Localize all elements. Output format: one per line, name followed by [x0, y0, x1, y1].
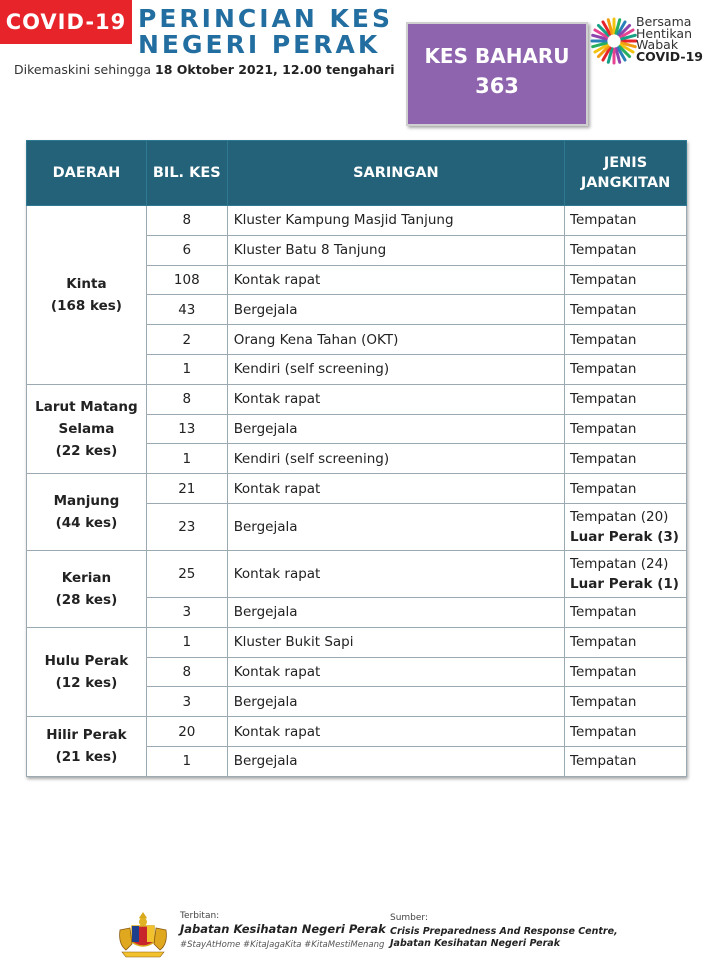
case-count-cell: 20: [146, 717, 227, 747]
infection-type-line: Tempatan: [570, 604, 637, 621]
screening-cell: Kontak rapat: [227, 384, 564, 414]
header-area: DAERAH: [27, 141, 147, 206]
source-label: Sumber:: [390, 913, 429, 923]
area-name-line: Larut Matang: [35, 398, 138, 415]
table-body: [27, 206, 687, 777]
case-count-cell: 1: [146, 444, 227, 474]
area-cell: [27, 474, 147, 551]
area-name-line: (21 kes): [55, 749, 118, 766]
screening-cell: Bergejala: [227, 414, 564, 444]
campaign-line: COVID-19: [636, 48, 703, 64]
case-count-cell: 3: [146, 687, 227, 717]
case-count-cell: 1: [146, 354, 227, 384]
header-infection-type-line-2: JANGKITAN: [580, 175, 671, 191]
area-name-line: Selama: [58, 420, 115, 437]
infection-type-cell: [565, 550, 687, 597]
area-name-line: (44 kes): [55, 515, 118, 532]
header-infection-type-line-1: JENIS: [603, 155, 648, 171]
case-count-cell: 6: [146, 235, 227, 265]
infection-type-line: Tempatan: [570, 271, 637, 288]
infection-type-cell: [565, 444, 687, 474]
header-count: BIL. KES: [146, 141, 227, 206]
header-infection-type: [565, 141, 687, 206]
infection-type-line: Tempatan: [570, 753, 637, 770]
area-cell: [27, 550, 147, 627]
infection-type-line: Tempatan: [570, 723, 637, 740]
publisher-label: Terbitan:: [180, 911, 220, 921]
table-row: [27, 550, 687, 597]
campaign-logo: [590, 14, 715, 72]
screening-cell: Kendiri (self screening): [227, 444, 564, 474]
infection-type-cell: [565, 384, 687, 414]
infection-type-line: Tempatan: [570, 450, 637, 467]
infection-type-cell: [565, 717, 687, 747]
infection-type-line: Tempatan: [570, 331, 637, 348]
infection-type-cell: [565, 474, 687, 504]
hashtags: #StayAtHome #KitaJagaKita #KitaMestiMenang: [180, 940, 385, 950]
case-count-cell: 1: [146, 627, 227, 657]
infection-type-cell: [565, 235, 687, 265]
screening-cell: Kontak rapat: [227, 550, 564, 597]
area-name-line: Kinta: [66, 275, 107, 292]
infection-type-line: Tempatan: [570, 663, 637, 680]
infection-type-line: Tempatan: [570, 634, 637, 651]
infection-type-line: Tempatan: [570, 361, 637, 378]
infection-type-cell: [565, 597, 687, 627]
screening-cell: Kluster Kampung Masjid Tanjung: [227, 206, 564, 236]
screening-cell: Kontak rapat: [227, 717, 564, 747]
table-row: [27, 474, 687, 504]
infection-type-line: Tempatan: [570, 693, 637, 710]
case-count-cell: 23: [146, 503, 227, 550]
infection-type-cell: [565, 295, 687, 325]
infection-type-cell: [565, 414, 687, 444]
updated-timestamp: [14, 62, 395, 77]
screening-cell: Kluster Batu 8 Tanjung: [227, 235, 564, 265]
infection-type-cell: [565, 354, 687, 384]
table-row: [27, 627, 687, 657]
table-row: [27, 206, 687, 236]
infection-type-line: Tempatan: [570, 301, 637, 318]
campaign-line: Hentikan: [636, 25, 692, 41]
infection-type-cell: [565, 503, 687, 550]
area-name-line: Hilir Perak: [46, 727, 127, 744]
screening-cell: Orang Kena Tahan (OKT): [227, 325, 564, 355]
area-cell: [27, 627, 147, 716]
infection-type-line: Tempatan: [570, 242, 637, 259]
infection-type-line: Tempatan: [570, 391, 637, 408]
screening-cell: Kluster Bukit Sapi: [227, 627, 564, 657]
table-row: [27, 384, 687, 414]
infection-type-line: Tempatan (20): [570, 508, 669, 525]
screening-cell: Bergejala: [227, 503, 564, 550]
new-cases-box: [406, 22, 588, 126]
screening-cell: Bergejala: [227, 295, 564, 325]
area-cell: [27, 384, 147, 473]
campaign-text: [636, 16, 703, 62]
case-count-cell: 8: [146, 657, 227, 687]
case-count-cell: 13: [146, 414, 227, 444]
screening-cell: Bergejala: [227, 746, 564, 776]
screening-cell: Kontak rapat: [227, 265, 564, 295]
screening-cell: Kontak rapat: [227, 657, 564, 687]
infection-type-cell: [565, 265, 687, 295]
screening-cell: Kontak rapat: [227, 474, 564, 504]
new-cases-value: 363: [475, 74, 519, 98]
infection-type-cell: [565, 206, 687, 236]
infection-type-cell: [565, 325, 687, 355]
area-name-line: Manjung: [53, 493, 120, 510]
new-cases-label: KES BAHARU: [424, 44, 570, 68]
case-count-cell: 3: [146, 597, 227, 627]
updated-date: 18 Oktober 2021, 12.00 tengahari: [155, 62, 395, 77]
coat-of-arms-icon: [114, 908, 172, 958]
table-header-row: [27, 141, 687, 206]
infection-type-cell: [565, 687, 687, 717]
screening-cell: Bergejala: [227, 597, 564, 627]
infection-type-cell: [565, 657, 687, 687]
updated-prefix: Dikemaskini sehingga: [14, 62, 156, 77]
case-count-cell: 8: [146, 206, 227, 236]
infection-type-line: Luar Perak (1): [570, 575, 679, 592]
case-breakdown-table: [26, 140, 687, 777]
case-count-cell: 108: [146, 265, 227, 295]
infection-type-cell: [565, 627, 687, 657]
infection-type-line: Tempatan (24): [570, 555, 669, 572]
page-title-line-1: PERINCIAN KES: [138, 4, 393, 33]
page-title-line-2: NEGERI PERAK: [138, 30, 381, 59]
infection-type-cell: [565, 746, 687, 776]
source-line-1: Crisis Preparedness And Response Centre,: [390, 926, 618, 937]
header-screening: SARINGAN: [227, 141, 564, 206]
area-cell: [27, 717, 147, 777]
infection-type-line: Tempatan: [570, 420, 637, 437]
area-name-line: (22 kes): [55, 442, 118, 459]
table-row: [27, 717, 687, 747]
source-line-2: Jabatan Kesihatan Negeri Perak: [390, 938, 561, 949]
infection-type-line: Luar Perak (3): [570, 528, 679, 545]
publisher-name: Jabatan Kesihatan Negeri Perak: [180, 922, 386, 936]
campaign-line: Wabak: [636, 37, 679, 52]
case-count-cell: 43: [146, 295, 227, 325]
area-name-line: Hulu Perak: [44, 652, 129, 669]
area-name-line: (12 kes): [55, 674, 118, 691]
area-cell: [27, 206, 147, 385]
campaign-line: Bersama: [636, 14, 692, 29]
case-count-cell: 1: [146, 746, 227, 776]
screening-cell: Bergejala: [227, 687, 564, 717]
case-count-cell: 8: [146, 384, 227, 414]
covid-19-badge: COVID-19: [0, 0, 132, 44]
case-count-cell: 2: [146, 325, 227, 355]
infection-type-line: Tempatan: [570, 480, 637, 497]
case-count-cell: 25: [146, 550, 227, 597]
area-name-line: (28 kes): [55, 591, 118, 608]
area-name-line: (168 kes): [50, 297, 122, 314]
infection-type-line: Tempatan: [570, 212, 637, 229]
case-count-cell: 21: [146, 474, 227, 504]
area-name-line: Kerian: [61, 569, 112, 586]
campaign-sunburst-icon: [590, 14, 638, 72]
screening-cell: Kendiri (self screening): [227, 354, 564, 384]
